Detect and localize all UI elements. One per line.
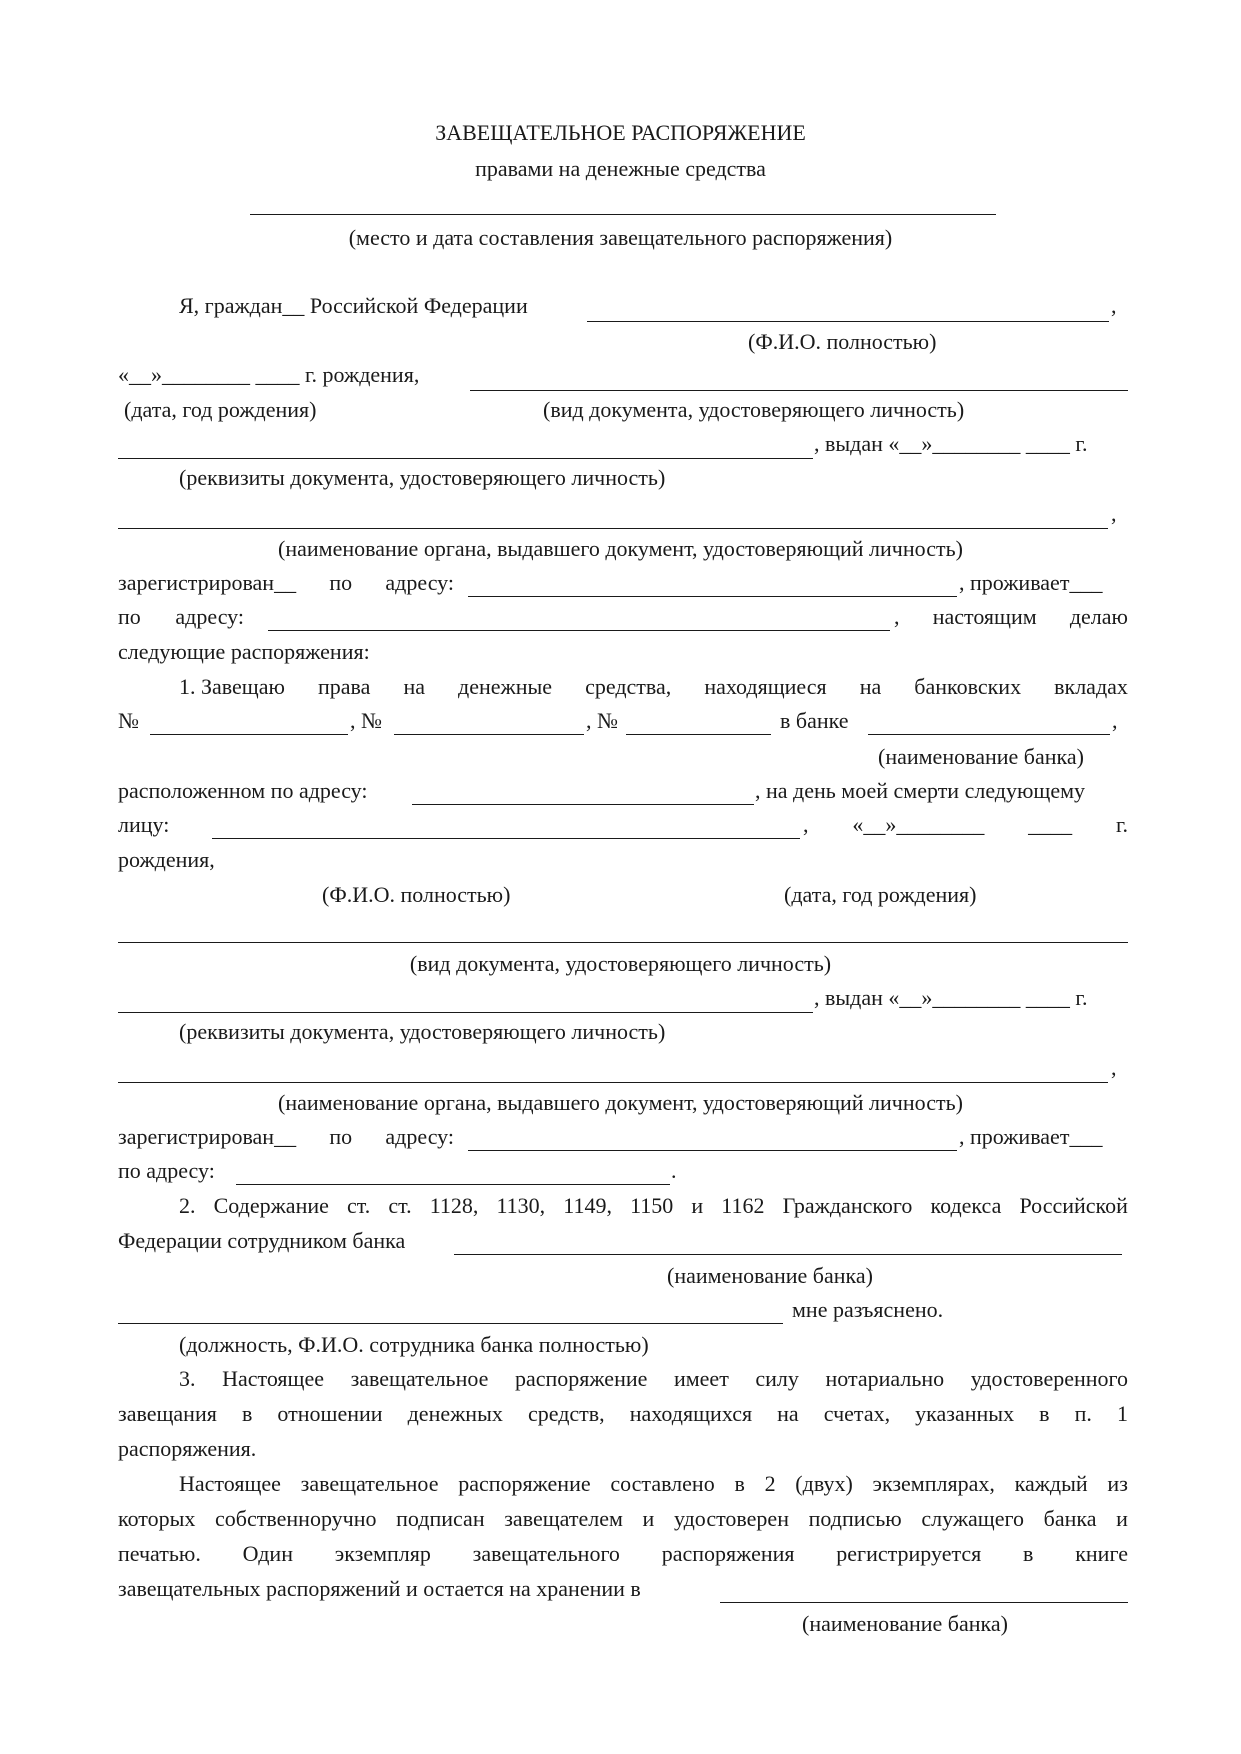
number-sign: , №	[350, 708, 382, 733]
number-sign: №	[118, 708, 139, 733]
hint-doc-type: (вид документа, удостоверяющего личность)	[543, 397, 965, 422]
heir-registered-address-line	[468, 1150, 957, 1151]
clause1-line1: 1. Завещаю права на денежные средства, находящиеся на банковских вкладах	[179, 674, 1128, 699]
hint-fio: (Ф.И.О. полностью)	[322, 882, 511, 907]
hint-issuer: (наименование органа, выдавшего документ, удостоверяющий личность)	[278, 1090, 963, 1115]
clause3-line3: распоряжения.	[118, 1436, 257, 1461]
clause2-line2: Федерации сотрудником банка	[118, 1228, 406, 1253]
clause3-line2: завещания в отношении денежных средств, находящихся на счетах, указанных в п. 1	[118, 1401, 1128, 1426]
clause2-bank-line	[454, 1254, 1122, 1255]
lives-text: , проживает___	[959, 1124, 1103, 1149]
heir-fio-line	[212, 838, 800, 839]
hint-bank: (наименование банка)	[667, 1263, 873, 1288]
hint-issuer: (наименование органа, выдавшего документ, удостоверяющий личность)	[278, 536, 963, 561]
birth-text: рождения,	[118, 847, 215, 872]
final-line1: Настоящее завещательное распоряжение составлено в 2 (двух) экземплярах, каждый из	[179, 1471, 1128, 1496]
storage-bank-line	[720, 1602, 1128, 1603]
declare-text: , настоящим делаю	[894, 604, 1128, 629]
residence-address-line	[268, 630, 890, 631]
on-death-text: , на день моей смерти следующему	[755, 778, 1086, 803]
final-line4: завещательных распоряжений и остается на хранении в	[118, 1576, 641, 1601]
hint-birth-date: (дата, год рождения)	[784, 882, 977, 907]
issuer-line	[118, 528, 1108, 529]
bank-employee-line	[118, 1323, 783, 1324]
comma: ,	[1112, 708, 1118, 733]
issued-text: , выдан «__»________ ____ г.	[814, 985, 1088, 1010]
deposit-3-line	[626, 734, 771, 735]
final-line3: печатью. Один экземпляр завещательного распоряжения регистрируется в книге	[118, 1541, 1128, 1566]
person-label: лицу:	[118, 812, 170, 837]
hint-doc-details: (реквизиты документа, удостоверяющего личность)	[179, 465, 666, 490]
heir-doc-details-line	[118, 1012, 813, 1013]
hint-bank-employee: (должность, Ф.И.О. сотрудника банка полностью)	[179, 1332, 649, 1357]
address-label: по адресу:	[118, 604, 244, 629]
hint-bank: (наименование банка)	[802, 1611, 1008, 1636]
comma: ,	[1111, 1055, 1117, 1080]
hint-bank: (наименование банка)	[878, 744, 1084, 769]
heir-birth-date: , «__»________ ____ г.	[803, 812, 1128, 837]
issued-text: , выдан «__»________ ____ г.	[814, 431, 1088, 456]
testator-intro: Я, граждан__ Российской Федерации	[179, 293, 528, 318]
clause3-line1: 3. Настоящее завещательное распоряжение имеет силу нотариально удостоверенного	[179, 1366, 1128, 1391]
explained-text: мне разъяснено.	[792, 1297, 944, 1322]
bank-address-line	[412, 804, 754, 805]
period: .	[671, 1158, 677, 1183]
deposit-1-line	[150, 734, 348, 735]
testator-fio-line	[587, 321, 1109, 322]
document-subtitle: правами на денежные средства	[475, 156, 766, 181]
registered-label: зарегистрирован__ по адресу:	[118, 1124, 454, 1149]
in-bank-text: в банке	[780, 708, 849, 733]
birth-date-blank: «__»________ ____ г. рождения,	[118, 362, 420, 387]
comma: ,	[1111, 293, 1117, 318]
heir-residence-address-line	[236, 1184, 670, 1185]
hint-birth-date: (дата, год рождения)	[124, 397, 317, 422]
clause2-line1: 2. Содержание ст. ст. 1128, 1130, 1149, 1150 и 1162 Гражданского кодекса Российской	[179, 1193, 1128, 1218]
heir-doc-type-line	[118, 942, 1128, 943]
hint-doc-details: (реквизиты документа, удостоверяющего личность)	[179, 1019, 666, 1044]
orders-text: следующие распоряжения:	[118, 639, 370, 664]
address-label: по адресу:	[118, 1158, 215, 1183]
hint-fio: (Ф.И.О. полностью)	[748, 329, 937, 354]
registered-label: зарегистрирован__ по адресу:	[118, 570, 454, 595]
registered-address-line	[468, 596, 957, 597]
hint-place-date: (место и дата составления завещательного распоряжения)	[348, 225, 893, 250]
doc-details-line	[118, 458, 813, 459]
lives-text: , проживает___	[959, 570, 1103, 595]
comma: ,	[1111, 501, 1117, 526]
heir-issuer-line	[118, 1082, 1108, 1083]
deposit-2-line	[394, 734, 584, 735]
bank-name-line	[868, 734, 1110, 735]
doc-type-line	[470, 390, 1128, 391]
hint-doc-type: (вид документа, удостоверяющего личность)	[409, 951, 832, 976]
document-title: ЗАВЕЩАТЕЛЬНОЕ РАСПОРЯЖЕНИЕ	[435, 120, 806, 145]
located-text: расположенном по адресу:	[118, 778, 368, 803]
final-line2: которых собственноручно подписан завещателем и удостоверен подписью служащего банка и	[118, 1506, 1128, 1531]
number-sign: , №	[586, 708, 618, 733]
place-date-line	[250, 214, 996, 215]
